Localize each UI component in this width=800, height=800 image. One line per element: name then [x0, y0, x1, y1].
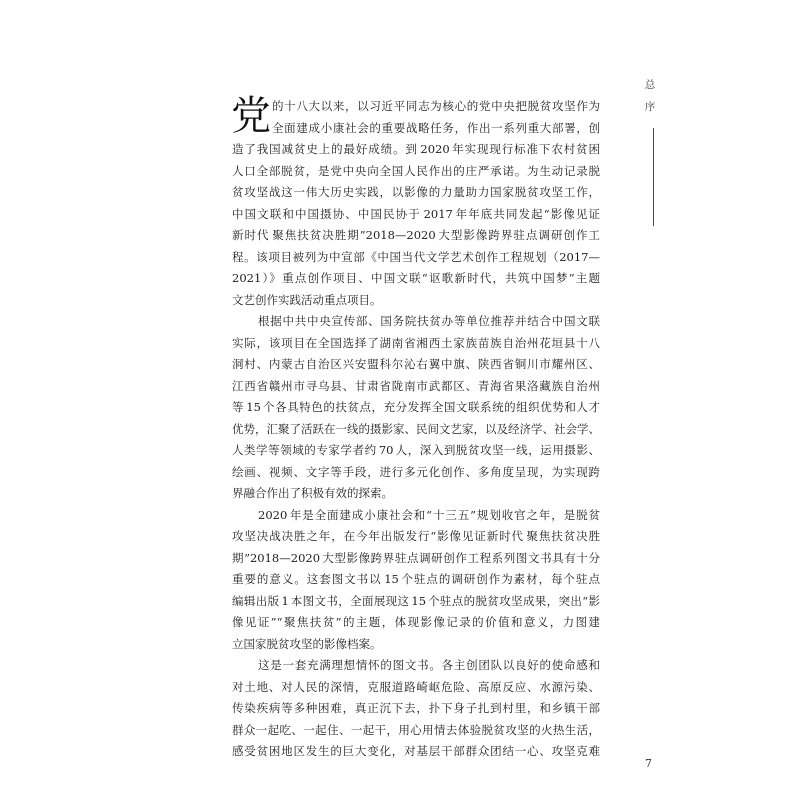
text-line: 界融合作出了积极有效的探索。: [232, 486, 393, 500]
text-line: 优势，汇聚了活跃在一线的摄影家、民间文艺家，以及经济学、社会学、: [232, 421, 600, 436]
text-line: 感受贫困地区发生的巨大变化，对基层干部群众团结一心、攻坚克难: [232, 744, 600, 758]
running-head: [643, 74, 657, 118]
text-line: 贫攻坚战这一伟大历史实践，以影像的力量助力国家脱贫攻坚工作，: [232, 185, 600, 199]
text-line: 传染疾病等多种困难，真正沉下去，扑下身子扎到村里，和乡镇干部: [232, 701, 600, 715]
text-line: 绘画、视频、文字等手段，进行多元化创作、多角度呈现，为实现跨: [232, 464, 600, 479]
text-line: 这是一套充满理想情怀的图文书。各主创团队以良好的使命感和: [258, 658, 600, 672]
text-line: 江西省赣州市寻乌县、甘肃省陇南市武都区、青海省果洛藏族自治州: [232, 378, 600, 393]
text-line: 像见证”“聚焦扶贫”的主题，体现影像记录的价值和意义，力图建: [232, 615, 600, 629]
text-line: 程。该项目被列为中宣部《中国当代文学艺术创作工程规划（2017—: [232, 249, 600, 264]
text-line: 群众一起吃、一起住、一起干，用心用情去体验脱贫攻坚的火热生活，: [232, 722, 600, 737]
text-line: 2020 年是全面建成小康社会和“十三五”规划收官之年，是脱贫: [258, 507, 600, 522]
text-line: 编辑出版 1 本图文书，全面展现这 15 个驻点的脱贫攻坚成果，突出“影: [232, 593, 600, 608]
text-line: 对土地、对人民的深情，克服道路崎岖危险、高原反应、水源污染、: [232, 679, 600, 694]
running-head-rule: [653, 128, 654, 226]
running-head-char: 序: [644, 101, 656, 113]
text-line: 洞村、内蒙古自治区兴安盟科尔沁右翼中旗、陕西省铜川市耀州区、: [232, 357, 600, 371]
paragraph: [232, 505, 600, 656]
text-line: 中国文联和中国摄协、中国民协于 2017 年年底共同发起“影像见证: [232, 206, 600, 221]
text-line: 攻坚决战决胜之年，在今年出版发行“影像见证新时代 聚焦扶贫决胜: [232, 529, 600, 543]
paragraph: [232, 655, 600, 763]
text-line: 造了我国减贫史上的最好成绩。到 2020 年实现现行标准下农村贫困: [232, 142, 600, 156]
text-line: 实际，该项目在全国选择了湖南省湘西土家族苗族自治州花垣县十八: [232, 335, 600, 350]
text-line: 2021）》重点创作项目、中国文联“讴歌新时代，共筑中国梦”主题: [232, 271, 600, 285]
text-line: 立国家脱贫攻坚的影像档案。: [232, 636, 382, 651]
text-line: 重要的意义。这套图文书以 15 个驻点的调研创作为素材，每个驻点: [232, 572, 600, 586]
text-line: 人类学等领域的专家学者约 70 人，深入到脱贫攻坚一线，运用摄影、: [232, 443, 600, 457]
running-head-char: 总: [644, 79, 656, 91]
text-line: 新时代 聚焦扶贫决胜期”2018—2020 大型影像跨界驻点调研创作工: [232, 228, 600, 242]
paragraph: [231, 93, 600, 311]
text-line: 等 15 个各具特色的扶贫点，充分发挥全国文联系统的组织优势和人才: [232, 400, 600, 414]
body-text: [231, 93, 600, 763]
text-line: 文艺创作实践活动重点项目。: [232, 292, 382, 307]
text-line: 期”2018—2020 大型影像跨界驻点调研创作工程系列图文书具有十分: [232, 550, 600, 565]
text-line: 全面建成小康社会的重要战略任务，作出一系列重大部署，创: [272, 120, 600, 135]
text-line: 根据中共中央宣传部、国务院扶贫办等单位推荐并结合中国文联: [258, 314, 600, 328]
page-number: 7: [645, 757, 652, 770]
text-line: 人口全部脱贫，是党中央向全国人民作出的庄严承诺。为生动记录脱: [232, 163, 600, 178]
text-line: 的十八大以来，以习近平同志为核心的党中央把脱贫攻坚作为: [272, 99, 600, 113]
drop-cap: 党: [231, 93, 271, 139]
paragraph: [232, 311, 600, 505]
